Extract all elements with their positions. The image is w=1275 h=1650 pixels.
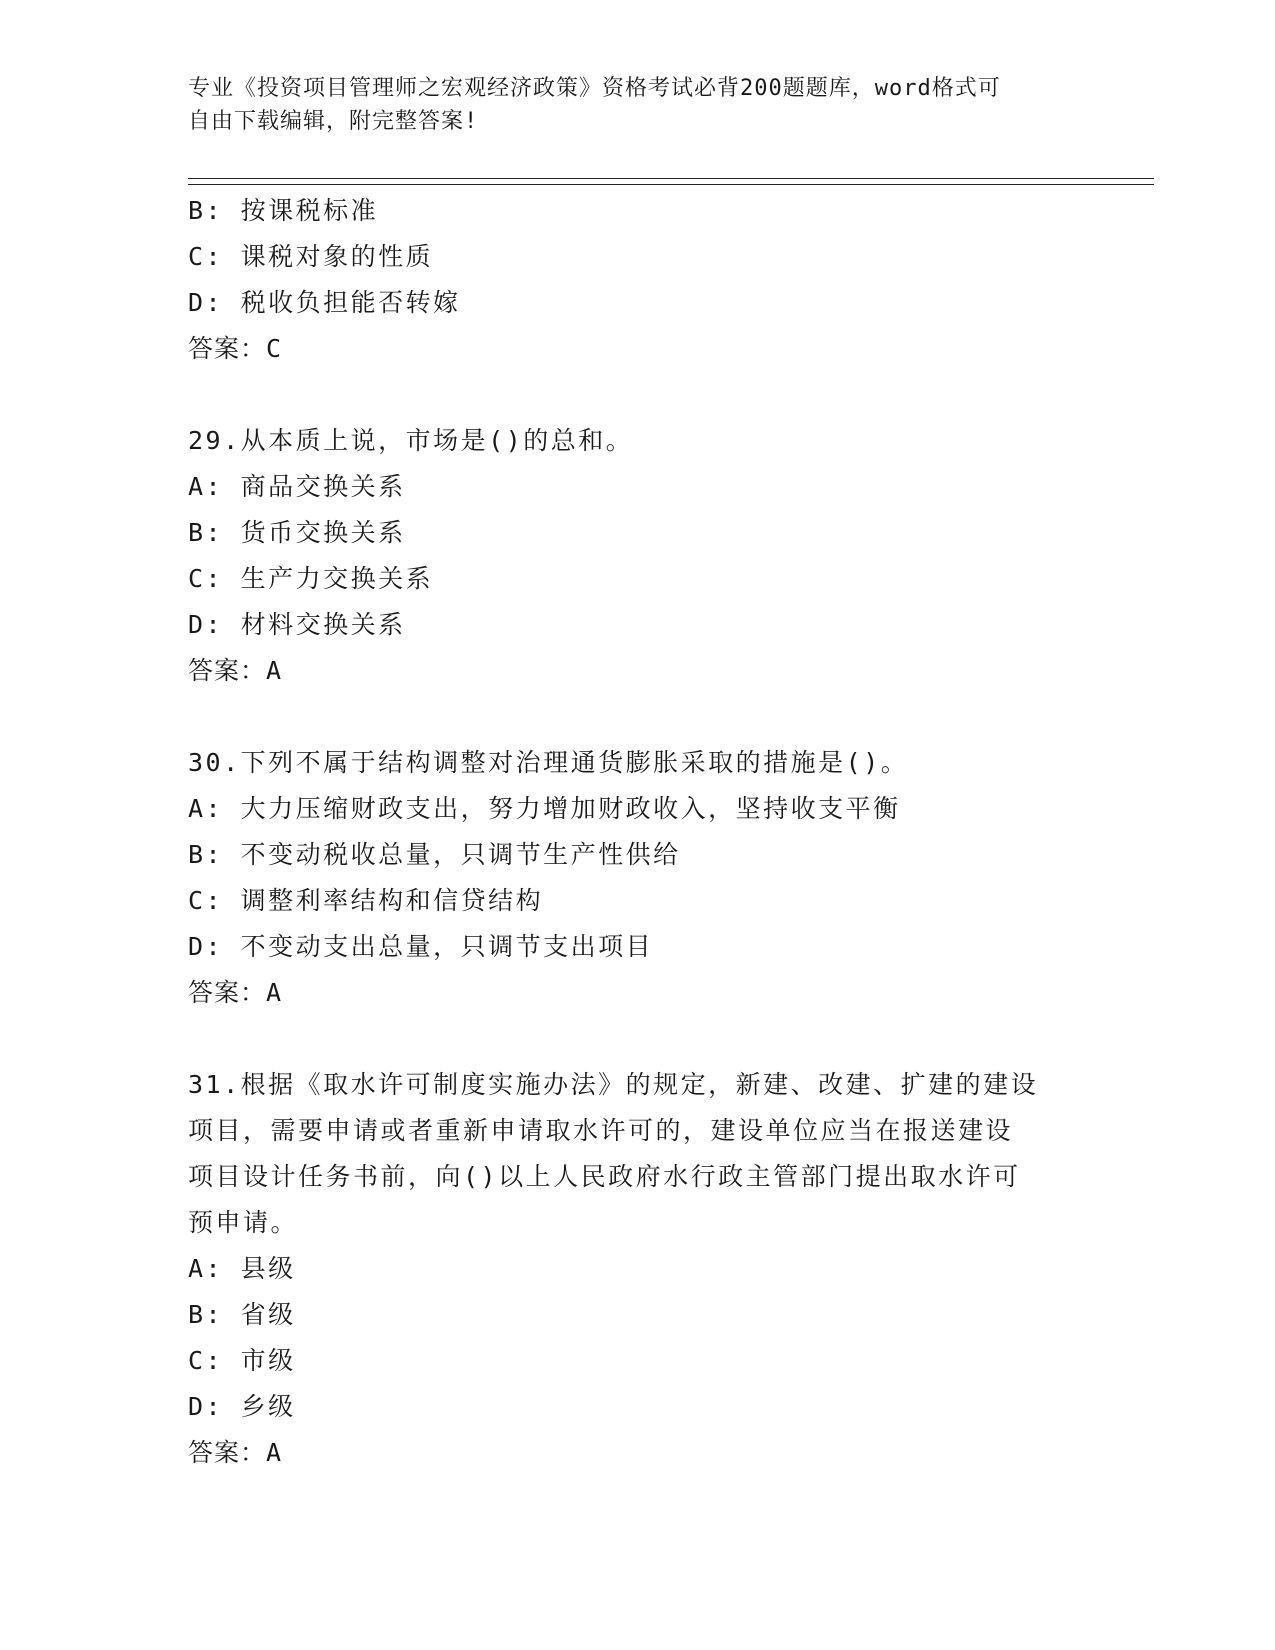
- question-block-31: [188, 1062, 1088, 1476]
- answer: 答案：C: [188, 334, 283, 363]
- answer: 答案：A: [188, 1438, 283, 1467]
- question-stem: 29.从本质上说，市场是()的总和。: [188, 426, 634, 455]
- answer: 答案：A: [188, 656, 283, 685]
- header-line-2: 自由下载编辑，附完整答案!: [188, 109, 479, 134]
- question-stem-line: 项目，需要申请或者重新申请取水许可的，建设单位应当在报送建设: [188, 1116, 1014, 1145]
- question-stem-line: 31.根据《取水许可制度实施办法》的规定，新建、改建、扩建的建设: [188, 1070, 1039, 1099]
- question-block-30: [188, 740, 1088, 1016]
- question-block-28: [188, 188, 1088, 372]
- header-divider-top: [188, 178, 1154, 179]
- option-b: B: 按课税标准: [188, 196, 379, 225]
- header-divider-bottom: [188, 184, 1154, 185]
- spacer: [188, 694, 1088, 740]
- option-c: C: 调整利率结构和信贷结构: [188, 886, 544, 915]
- option-b: B: 货币交换关系: [188, 518, 406, 547]
- option-b: B: 省级: [188, 1300, 296, 1329]
- option-a: A: 大力压缩财政支出，努力增加财政收入，坚持收支平衡: [188, 794, 901, 823]
- question-stem: 30.下列不属于结构调整对治理通货膨胀采取的措施是()。: [188, 748, 909, 777]
- option-c: C: 课税对象的性质: [188, 242, 434, 271]
- option-d: D: 不变动支出总量，只调节支出项目: [188, 932, 654, 961]
- option-a: A: 商品交换关系: [188, 472, 406, 501]
- option-d: D: 乡级: [188, 1392, 296, 1421]
- option-a: A: 县级: [188, 1254, 296, 1283]
- spacer: [188, 1016, 1088, 1062]
- document-body: [188, 188, 1088, 1476]
- option-b: B: 不变动税收总量，只调节生产性供给: [188, 840, 681, 869]
- document-header: [188, 72, 1078, 138]
- option-c: C: 市级: [188, 1346, 296, 1375]
- answer: 答案：A: [188, 978, 283, 1007]
- question-block-29: [188, 418, 1088, 694]
- option-d: D: 税收负担能否转嫁: [188, 288, 461, 317]
- option-c: C: 生产力交换关系: [188, 564, 434, 593]
- spacer: [188, 372, 1088, 418]
- question-stem-line: 项目设计任务书前，向()以上人民政府水行政主管部门提出取水许可: [188, 1162, 1021, 1191]
- option-d: D: 材料交换关系: [188, 610, 406, 639]
- header-line-1: 专业《投资项目管理师之宏观经济政策》资格考试必背200题题库，word格式可: [188, 76, 1001, 101]
- question-stem-line: 预申请。: [188, 1208, 299, 1237]
